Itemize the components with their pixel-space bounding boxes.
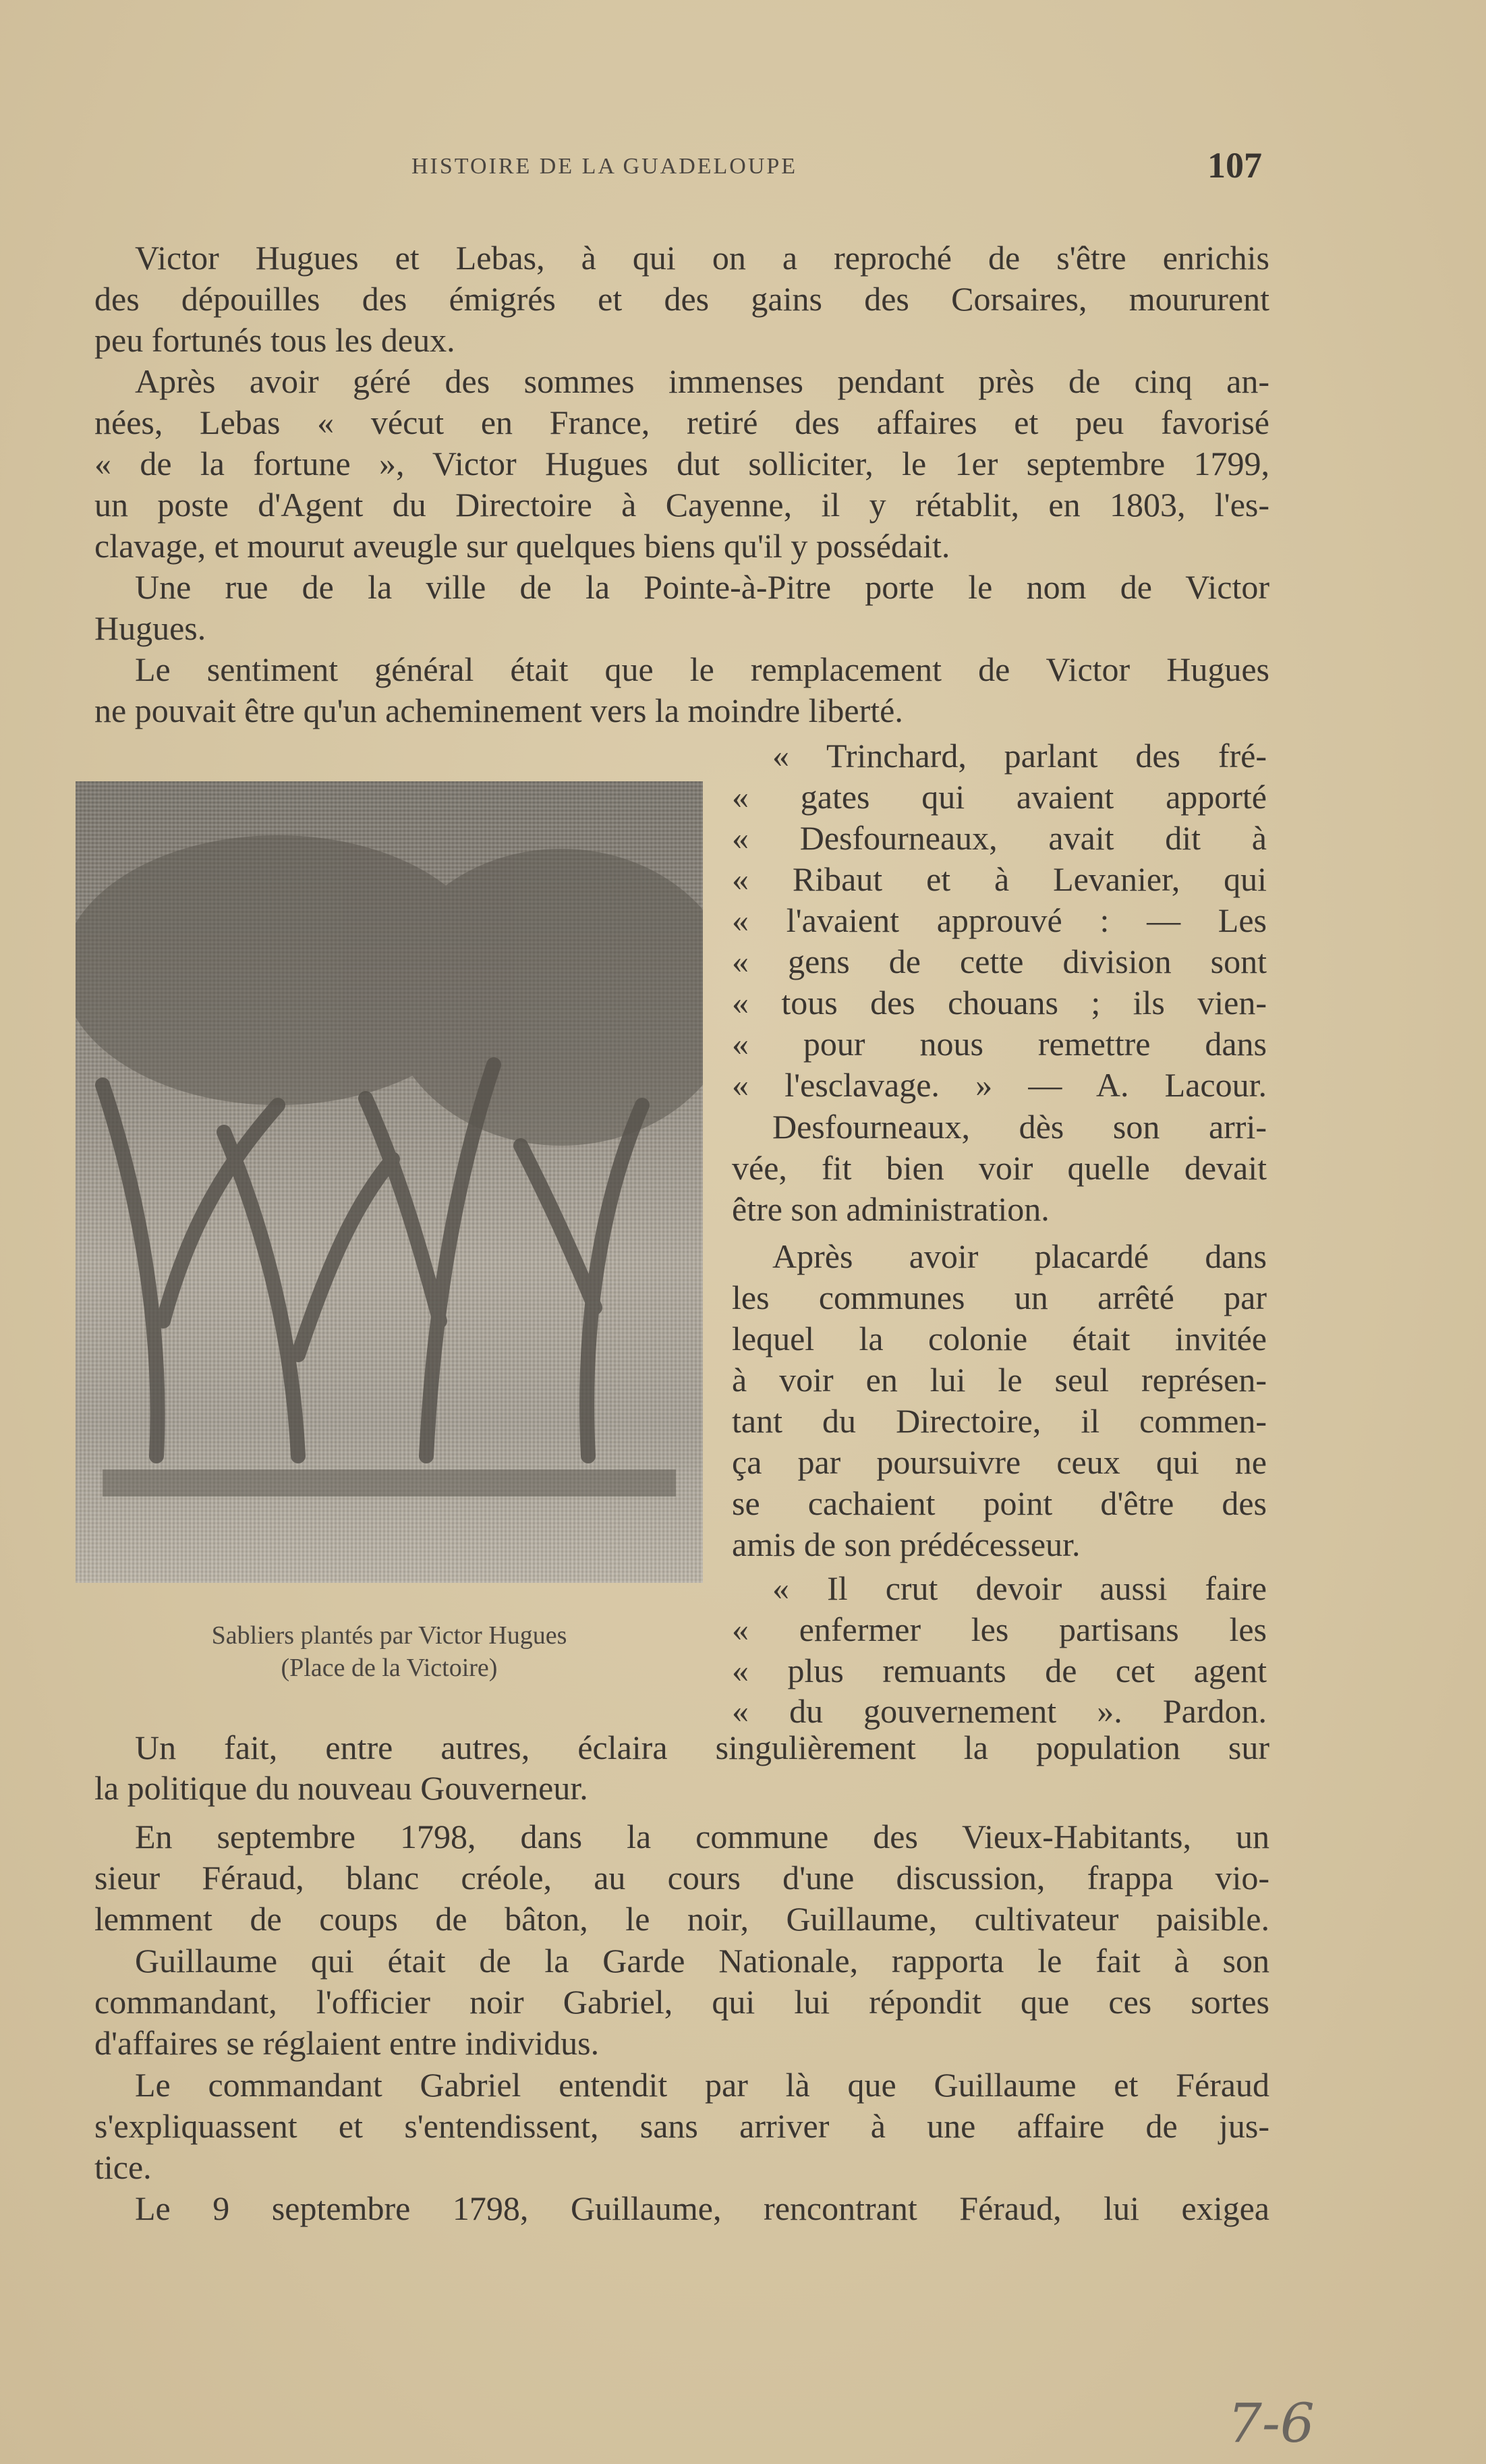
- top-line-3: Après avoir géré des sommes immenses pendant près de cinq an-: [135, 362, 1269, 400]
- right-line-2: « Desfourneaux, avait dit à: [732, 819, 1267, 857]
- figure-caption-title: Sabliers plantés par Victor Hugues: [211, 1621, 567, 1650]
- handwritten-note: 7-6: [1228, 2392, 1315, 2455]
- top-line-8: Une rue de la ville de la Pointe-à-Pitre porte le nom de Victor: [135, 568, 1269, 606]
- bottom-line-2: En septembre 1798, dans la commune des Vieux-Habitants, un: [135, 1818, 1269, 1855]
- right-line-22: « plus remuants de cet agent: [732, 1652, 1267, 1689]
- bottom-line-8: Le commandant Gabriel entendit par là que Guillaume et Féraud: [135, 2066, 1269, 2104]
- bottom-line-11: Le 9 septembre 1798, Guillaume, rencontrant Féraud, lui exigea: [135, 2189, 1269, 2227]
- top-line-10: Le sentiment général était que le remplacement de Victor Hugues: [135, 650, 1269, 688]
- right-line-17: ça par poursuivre ceux qui ne: [732, 1443, 1267, 1481]
- bottom-line-4: lemment de coups de bâton, le noir, Guillaume, cultivateur paisible.: [94, 1900, 1269, 1938]
- top-line-6: un poste d'Agent du Directoire à Cayenne, il y rétablit, en 1803, l'es-: [94, 486, 1269, 524]
- right-line-3: « Ribaut et à Levanier, qui: [732, 860, 1267, 898]
- top-line-9: Hugues.: [94, 609, 206, 647]
- bottom-line-9: s'expliquassent et s'entendissent, sans arriver à une affaire de jus-: [94, 2107, 1269, 2145]
- right-line-6: « tous des chouans ; ils vien-: [732, 984, 1267, 1021]
- right-line-0: « Trinchard, parlant des fré-: [772, 737, 1267, 775]
- right-line-21: « enfermer les partisans les: [732, 1611, 1267, 1648]
- top-line-11: ne pouvait être qu'un acheminement vers la moindre liberté.: [94, 692, 903, 729]
- right-line-23: « du gouvernement ». Pardon.: [732, 1692, 1267, 1730]
- right-line-5: « gens de cette division sont: [732, 943, 1267, 980]
- bottom-line-10: tice.: [94, 2148, 152, 2186]
- top-line-2: peu fortunés tous les deux.: [94, 321, 455, 359]
- bottom-line-0: Un fait, entre autres, éclaira singulièrement la population sur: [135, 1729, 1269, 1766]
- right-line-13: les communes un arrêté par: [732, 1279, 1267, 1316]
- bottom-line-7: d'affaires se réglaient entre individus.: [94, 2024, 600, 2062]
- right-line-14: lequel la colonie était invitée: [732, 1320, 1267, 1357]
- right-line-9: Desfourneaux, dès son arri-: [772, 1108, 1267, 1146]
- top-line-0: Victor Hugues et Lebas, à qui on a reproché de s'être enrichis: [135, 239, 1269, 277]
- right-line-8: « l'esclavage. » — A. Lacour.: [732, 1066, 1267, 1104]
- right-line-7: « pour nous remettre dans: [732, 1025, 1267, 1063]
- right-line-16: tant du Directoire, il commen-: [732, 1402, 1267, 1440]
- page-number: 107: [1207, 145, 1262, 186]
- right-line-20: « Il crut devoir aussi faire: [772, 1569, 1267, 1607]
- right-line-11: être son administration.: [732, 1190, 1050, 1228]
- bottom-line-3: sieur Féraud, blanc créole, au cours d'une discussion, frappa vio-: [94, 1859, 1269, 1897]
- bottom-line-1: la politique du nouveau Gouverneur.: [94, 1769, 588, 1807]
- right-line-12: Après avoir placardé dans: [772, 1237, 1267, 1275]
- top-line-7: clavage, et mourut aveugle sur quelques biens qu'il y possédait.: [94, 527, 950, 565]
- bottom-line-6: commandant, l'officier noir Gabriel, qui lui répondit que ces sortes: [94, 1983, 1269, 2021]
- right-line-15: à voir en lui le seul représen-: [732, 1361, 1267, 1399]
- top-line-5: « de la fortune », Victor Hugues dut solliciter, le 1er septembre 1799,: [94, 445, 1269, 482]
- figure-photo-sabliers: [76, 781, 703, 1583]
- right-line-18: se cachaient point d'être des: [732, 1484, 1267, 1522]
- right-line-19: amis de son prédécesseur.: [732, 1525, 1081, 1563]
- top-line-4: nées, Lebas « vécut en France, retiré des affaires et peu favorisé: [94, 403, 1269, 441]
- right-line-4: « l'avaient approuvé : — Les: [732, 901, 1267, 939]
- right-line-1: « gates qui avaient apporté: [732, 778, 1267, 816]
- bottom-line-5: Guillaume qui était de la Garde Nationale, rapporta le fait à son: [135, 1942, 1269, 1980]
- top-line-1: des dépouilles des émigrés et des gains des Corsaires, moururent: [94, 280, 1269, 318]
- right-line-10: vée, fit bien voir quelle devait: [732, 1149, 1267, 1187]
- figure-caption-subtitle: (Place de la Victoire): [281, 1654, 498, 1682]
- running-title: HISTOIRE DE LA GUADELOUPE: [411, 154, 798, 179]
